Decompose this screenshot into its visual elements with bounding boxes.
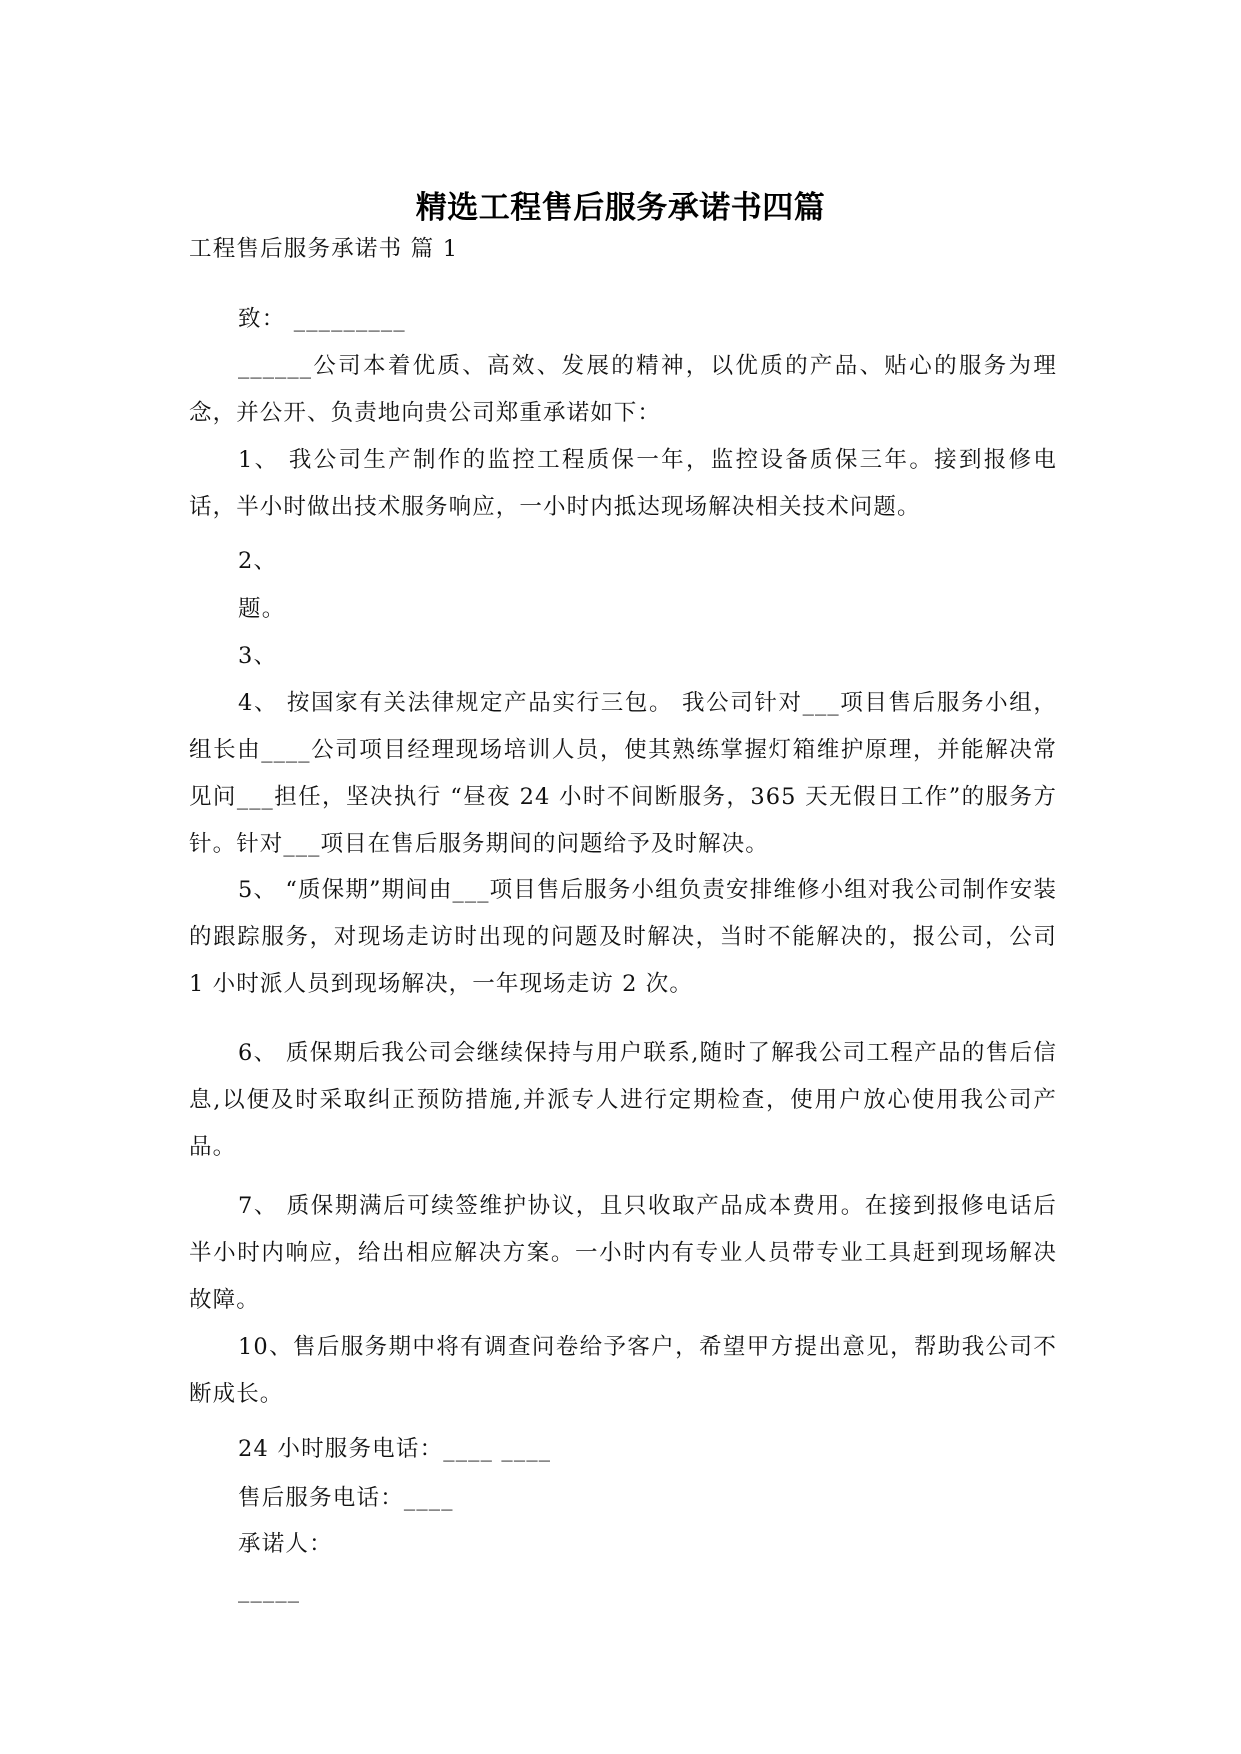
paragraph-item-3: 3、 <box>238 643 278 669</box>
service-phone-24h: 24 小时服务电话：____ ____ <box>238 1436 552 1462</box>
paragraph-item-1: 1、 我公司生产制作的监控工程质保一年，监控设备质保三年。接到报修电话，半小时做出技术服务响应，一小时内抵达现场解决相关技术问题。 <box>189 447 1057 520</box>
paragraph-item-5: 5、 “质保期”期间由___项目售后服务小组负责安排维修小组对我公司制作安装的跟踪服务，对现场走访时出现的问题及时解决，当时不能解决的，报公司，公司 1 小时派人员到现场解决，一年现场走访 2 次。 <box>189 877 1057 997</box>
promiser-label: 承诺人： <box>238 1531 333 1557</box>
paragraph-item-7: 7、 质保期满后可续签维护协议，且只收取产品成本费用。在接到报修电话后半小时内响应，给出相应解决方案。一小时内有专业人员带专业工具赶到现场解决故障。 <box>189 1193 1057 1313</box>
section-heading: 工程售后服务承诺书 篇 1 <box>189 236 459 262</box>
document-title: 精选工程售后服务承诺书四篇 <box>415 190 826 226</box>
paragraph-item-2: 2、 <box>238 548 278 574</box>
after-sales-phone: 售后服务电话：____ <box>238 1485 454 1511</box>
paragraph-intro: ______公司本着优质、高效、发展的精神，以优质的产品、贴心的服务为理念，并公开、负责地向贵公司郑重承诺如下： <box>189 353 1057 426</box>
paragraph-item-4: 4、 按国家有关法律规定产品实行三包。 我公司针对___项目售后服务小组，组长由____公司项目经理现场培训人员，使其熟练掌握灯箱维护原理，并能解决常见问___担任，坚决执行 “昼夜 24 小时不间断服务，365 天无假日工作”的服务方针。针对___项目在售后服务期间的问题给予及时解决。 <box>189 690 1057 857</box>
signature-line: _____ <box>238 1577 301 1603</box>
salutation: 致： _________ <box>238 306 406 332</box>
paragraph-item-6: 6、 质保期后我公司会继续保持与用户联系,随时了解我公司工程产品的售后信息,以便及时采取纠正预防措施,并派专人进行定期检查，使用户放心使用我公司产品。 <box>189 1040 1057 1160</box>
paragraph-fragment: 题。 <box>238 596 286 622</box>
paragraph-item-10: 10、售后服务期中将有调查问卷给予客户，希望甲方提出意见，帮助我公司不断成长。 <box>189 1334 1057 1407</box>
